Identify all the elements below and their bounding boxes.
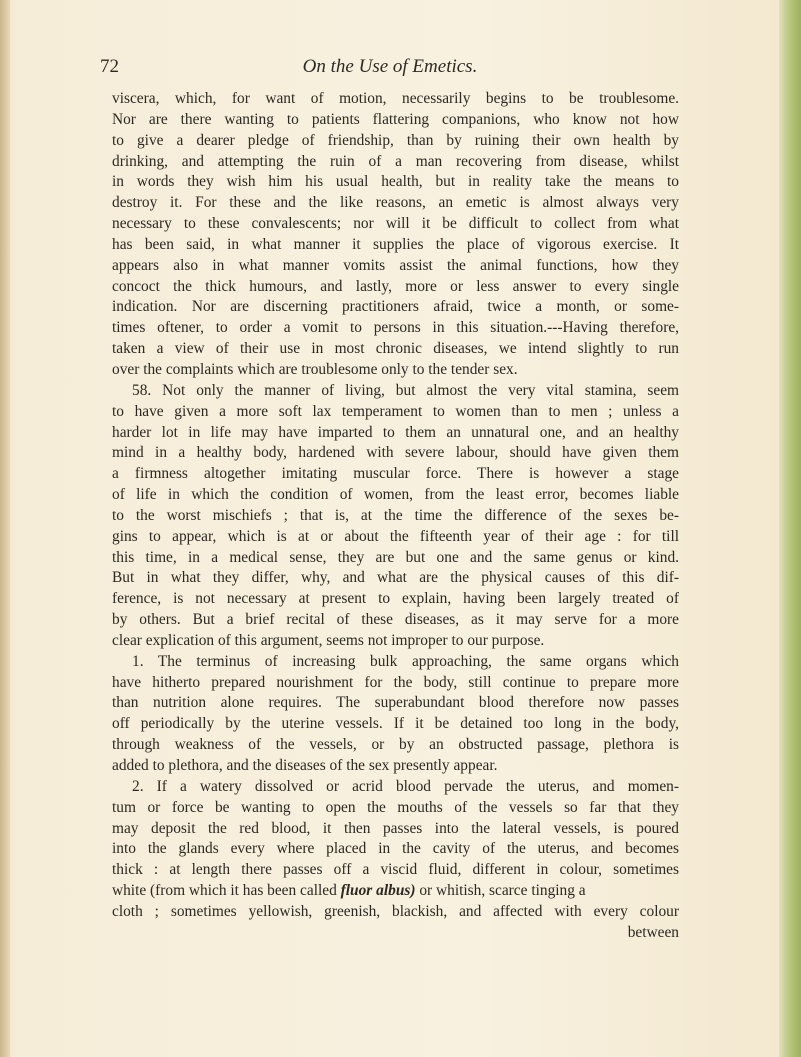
text-line: to give a dearer pledge of friendship, than by ruining their own health by xyxy=(112,131,679,149)
paragraph-start-line: 1. The terminus of increasing bulk approaching, the same organs which xyxy=(132,652,679,670)
text-line: times oftener, to order a vomit to persons in this situation.---Having therefore, xyxy=(112,319,679,337)
text-line: indication. Nor are discerning practitioners afraid, twice a month, or some- xyxy=(112,298,679,316)
text-line: clear explication of this argument, seems not improper to our purpose. xyxy=(112,631,545,649)
text-line: may deposit the red blood, it then passes into the lateral vessels, is poured xyxy=(112,819,679,837)
text-line: necessary to these convalescents; nor will it be difficult to collect from what xyxy=(112,215,679,233)
text-line: tum or force be wanting to open the mouths of the vessels so far that they xyxy=(112,798,679,816)
text-line: have hitherto prepared nourishment for the body, still continue to prepare more xyxy=(112,673,679,691)
page-number: 72 xyxy=(100,56,119,77)
paragraph-start-line: 58. Not only the manner of living, but almost the very vital stamina, seem xyxy=(132,381,679,399)
text-segment: or whitish, scarce tinging a xyxy=(415,882,586,900)
page-edge-right xyxy=(779,0,801,1057)
text-line: off periodically by the uterine vessels. If it be detained too long in the body, xyxy=(112,715,679,733)
text-line: viscera, which, for want of motion, necessarily begins to be troublesome. xyxy=(112,90,679,107)
page-gutter-left xyxy=(0,0,10,1057)
text-line: But in what they differ, why, and what are the physical causes of this dif- xyxy=(112,569,679,587)
text-line: over the complaints which are troublesome only to the tender sex. xyxy=(112,360,518,378)
text-line: mind in a healthy body, hardened with severe labour, should have given them xyxy=(112,444,679,462)
text-line: to the worst mischiefs ; that is, at the time the difference of the sexes be- xyxy=(112,506,679,524)
text-segment: white (from which it has been called xyxy=(112,882,341,900)
text-line: destroy it. For these and the like reasons, an emetic is almost always very xyxy=(112,194,679,212)
text-line: to have given a more soft lax temperament to women than to men ; unless a xyxy=(112,402,679,420)
text-line: thick : at length there passes off a viscid fluid, different in colour, sometimes xyxy=(112,861,679,879)
running-head xyxy=(100,56,680,84)
text-line: gins to appear, which is at or about the fifteenth year of their age : for till xyxy=(112,527,679,545)
text-line: into the glands every where placed in the cavity of the uterus, and becomes xyxy=(112,840,679,858)
text-line: of life in which the condition of women, from the least error, becomes liable xyxy=(112,486,679,504)
page-title: On the Use of Emetics. xyxy=(302,56,478,77)
paragraph-start-line: 2. If a watery dissolved or acrid blood pervade the uterus, and momen- xyxy=(132,777,679,795)
body-text xyxy=(112,89,679,944)
text-line: through weakness of the vessels, or by an obstructed passage, plethora is xyxy=(112,736,679,754)
text-line: than nutrition alone requires. The superabundant blood therefore now passes xyxy=(112,694,679,712)
text-line-with-italic xyxy=(112,881,679,902)
text-line: in words they wish him his usual health, but in reality take the means to xyxy=(112,173,679,191)
text-line: this time, in a medical sense, they are but one and the same genus or kind. xyxy=(112,548,679,566)
text-line: has been said, in what manner it supplies the place of vigorous exercise. It xyxy=(112,235,679,253)
italic-term: fluor albus) xyxy=(340,882,416,900)
text-line: harder lot in life may have imparted to them an unnatural one, and an healthy xyxy=(112,423,679,441)
text-line: added to plethora, and the diseases of the sex presently appear. xyxy=(112,757,498,774)
text-line: cloth ; sometimes yellowish, greenish, blackish, and affected with every colour xyxy=(112,902,679,920)
text-line: Nor are there wanting to patients flattering companions, who know not how xyxy=(112,110,679,128)
text-line: a firmness altogether imitating muscular force. There is however a stage xyxy=(112,465,679,483)
text-line: ference, is not necessary at present to explain, having been largely treated of xyxy=(112,590,679,608)
text-line: appears also in what manner vomits assist the animal functions, how they xyxy=(112,256,679,274)
catchword: between xyxy=(627,923,679,941)
text-line: concoct the thick humours, and lastly, more or less answer to every single xyxy=(112,277,679,295)
text-line: by others. But a brief recital of these diseases, as it may serve for a more xyxy=(112,611,679,629)
text-line: drinking, and attempting the ruin of a man recovering from disease, whilst xyxy=(112,152,679,170)
text-line: taken a view of their use in most chronic diseases, we intend slightly to run xyxy=(112,340,679,358)
